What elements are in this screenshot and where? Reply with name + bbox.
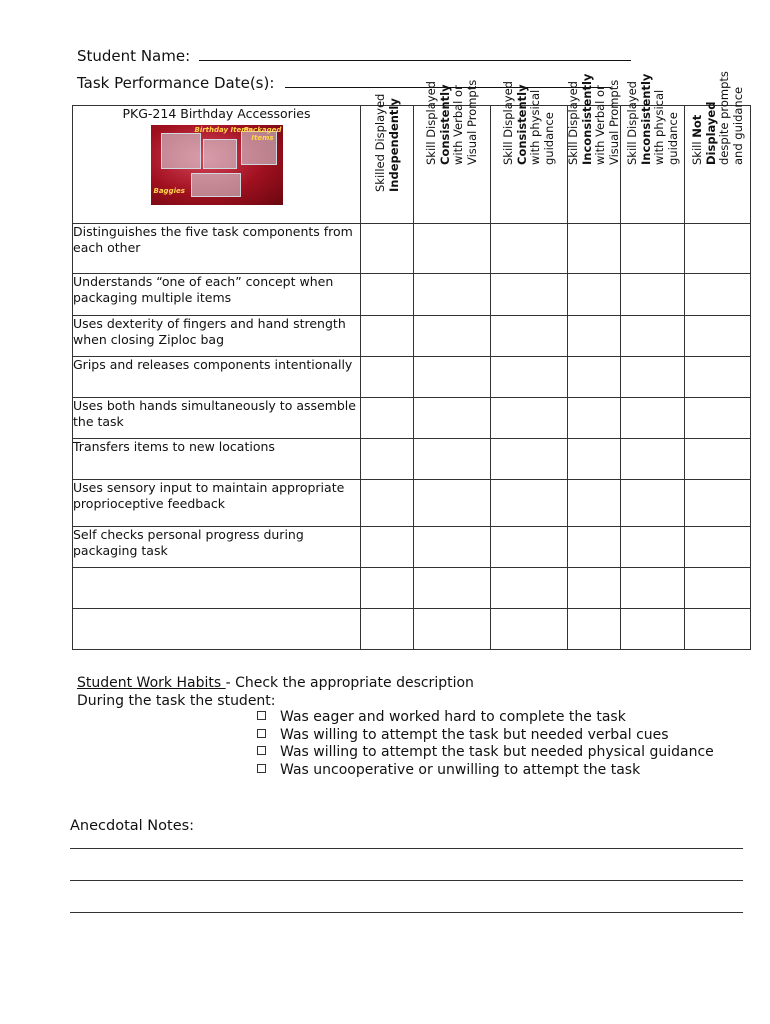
- rating-cell[interactable]: [414, 480, 491, 527]
- column-header-1: [361, 93, 414, 224]
- column-header-line: Consistently: [514, 84, 529, 165]
- notes-line-2[interactable]: [70, 880, 743, 881]
- column-header-4: [566, 73, 621, 224]
- column-header-6: [685, 71, 751, 224]
- column-header-line: Visual Prompts: [464, 79, 479, 165]
- skill-description: [73, 609, 361, 650]
- skill-description: Distinguishes the five task components from each other: [73, 224, 361, 274]
- column-header-line: Displayed: [703, 101, 717, 165]
- photo-bin-left: [161, 133, 201, 169]
- rating-cell[interactable]: [491, 439, 568, 480]
- rating-cell[interactable]: [491, 274, 568, 316]
- rating-cell[interactable]: [685, 480, 751, 527]
- rating-cell[interactable]: [491, 316, 568, 357]
- rating-cell[interactable]: [685, 439, 751, 480]
- rating-cell[interactable]: [568, 568, 621, 609]
- rating-cell[interactable]: [621, 274, 685, 316]
- rating-cell[interactable]: [414, 568, 491, 609]
- column-header-line: Inconsistently: [579, 73, 594, 165]
- task-title: PKG-214 Birthday Accessories: [122, 106, 311, 121]
- table-row: [73, 316, 751, 357]
- rating-cell[interactable]: [568, 398, 621, 439]
- rating-cell[interactable]: [361, 316, 414, 357]
- rating-cell[interactable]: [491, 357, 568, 398]
- habit-option: [257, 727, 714, 745]
- column-header-line: Independently: [386, 98, 400, 192]
- rating-cell[interactable]: [621, 609, 685, 650]
- rating-cell[interactable]: [621, 527, 685, 568]
- rating-cell[interactable]: [685, 224, 751, 274]
- skill-description: Uses dexterity of fingers and hand strength when closing Ziploc bag: [73, 316, 361, 357]
- column-header-line: Consistently: [437, 84, 452, 165]
- table-row: [73, 274, 751, 316]
- rating-cell[interactable]: [361, 357, 414, 398]
- task-header-cell: [73, 106, 361, 224]
- habit-checkbox[interactable]: [257, 729, 266, 738]
- photo-label-baggies: Baggies: [153, 187, 185, 195]
- rating-cell[interactable]: [621, 316, 685, 357]
- skill-description: Grips and releases components intentionally: [73, 357, 361, 398]
- table-row: [73, 527, 751, 568]
- work-habits-section: [77, 675, 474, 710]
- column-header-line: with physical: [651, 89, 666, 165]
- habit-option-label: Was uncooperative or unwilling to attempt the task: [280, 761, 641, 778]
- rating-cell[interactable]: [621, 357, 685, 398]
- habit-option-label: Was willing to attempt the task but needed verbal cues: [280, 726, 669, 743]
- rating-cell[interactable]: [568, 480, 621, 527]
- notes-line-3[interactable]: [70, 912, 743, 913]
- anecdotal-notes-label: Anecdotal Notes:: [70, 818, 195, 834]
- work-habits-instruction: - Check the appropriate description: [225, 675, 474, 691]
- rating-cell[interactable]: [491, 224, 568, 274]
- column-header-line: Skill Displayed: [566, 81, 580, 165]
- column-header-line: Skill Displayed: [624, 81, 639, 165]
- habit-option: [257, 762, 714, 780]
- table-row: [73, 568, 751, 609]
- skill-description: Uses both hands simultaneously to assemble the task: [73, 398, 361, 439]
- skill-description: Transfers items to new locations: [73, 439, 361, 480]
- column-header-line: with physical: [528, 89, 542, 165]
- rating-cell[interactable]: [685, 398, 751, 439]
- column-header-2: [414, 79, 491, 224]
- column-header-line: with Verbal or: [451, 85, 465, 165]
- rating-cell[interactable]: [361, 274, 414, 316]
- work-habits-options: [257, 709, 714, 779]
- rating-cell[interactable]: [621, 224, 685, 274]
- rating-cell[interactable]: [361, 480, 414, 527]
- rating-cell[interactable]: [361, 609, 414, 650]
- rating-cell[interactable]: [621, 439, 685, 480]
- skill-description: [73, 568, 361, 609]
- rating-cell[interactable]: [491, 480, 568, 527]
- rating-cell[interactable]: [491, 398, 568, 439]
- table-row: [73, 398, 751, 439]
- rating-cell[interactable]: [568, 439, 621, 480]
- rating-cell[interactable]: [361, 527, 414, 568]
- habit-option: [257, 709, 714, 727]
- column-header-5: [621, 73, 685, 224]
- photo-baggies: [191, 173, 241, 197]
- rating-cell[interactable]: [361, 439, 414, 480]
- rating-cell[interactable]: [491, 609, 568, 650]
- rating-cell[interactable]: [568, 224, 621, 274]
- rating-cell[interactable]: [685, 274, 751, 316]
- table-header-row: [73, 106, 751, 224]
- rating-cell[interactable]: [621, 568, 685, 609]
- table-row: [73, 609, 751, 650]
- rating-cell[interactable]: [685, 568, 751, 609]
- student-name-line: [77, 46, 631, 65]
- column-header-line: Skill Not: [689, 114, 704, 165]
- rating-cell[interactable]: [361, 224, 414, 274]
- rating-cell[interactable]: [568, 357, 621, 398]
- rating-cell[interactable]: [685, 316, 751, 357]
- column-header-line: and guidance: [730, 86, 744, 165]
- work-habits-intro: During the task the student:: [77, 692, 276, 709]
- work-habits-title: Student Work Habits: [77, 675, 226, 691]
- column-header-line: Visual Prompts: [606, 79, 621, 165]
- column-header-line: Skill Displayed: [424, 81, 438, 165]
- rating-cell[interactable]: [621, 480, 685, 527]
- photo-label-packaged: Packaged Items: [243, 126, 282, 142]
- habit-checkbox[interactable]: [257, 711, 266, 720]
- skill-description: Understands “one of each” concept when packaging multiple items: [73, 274, 361, 316]
- rating-cell[interactable]: [568, 316, 621, 357]
- task-dates-label: Task Performance Date(s):: [77, 74, 275, 92]
- rating-cell[interactable]: [361, 568, 414, 609]
- column-header-3: [491, 81, 568, 224]
- skill-description: Self checks personal progress during packaging task: [73, 527, 361, 568]
- table-row: [73, 480, 751, 527]
- column-header-line: with Verbal or: [593, 85, 607, 165]
- rating-cell[interactable]: [685, 609, 751, 650]
- rating-cell[interactable]: [621, 398, 685, 439]
- student-name-field[interactable]: [199, 46, 631, 61]
- rating-cell[interactable]: [568, 609, 621, 650]
- column-header-line: despite prompts: [716, 71, 731, 165]
- habit-checkbox[interactable]: [257, 764, 266, 773]
- table-row: [73, 357, 751, 398]
- rating-cell[interactable]: [414, 224, 491, 274]
- rating-cell[interactable]: [414, 439, 491, 480]
- notes-line-1[interactable]: [70, 848, 743, 849]
- habit-option-label: Was willing to attempt the task but needed physical guidance: [280, 744, 714, 760]
- photo-label-birthday: Birthday Items: [194, 126, 253, 134]
- rating-cell[interactable]: [414, 398, 491, 439]
- rating-cell[interactable]: [361, 398, 414, 439]
- rating-cell[interactable]: [685, 527, 751, 568]
- rating-cell[interactable]: [568, 274, 621, 316]
- rating-cell[interactable]: [414, 527, 491, 568]
- rating-cell[interactable]: [414, 609, 491, 650]
- habit-option-label: Was eager and worked hard to complete the task: [280, 709, 626, 725]
- task-photo: [151, 125, 283, 205]
- student-name-label: Student Name:: [77, 47, 191, 65]
- rating-cell[interactable]: [685, 357, 751, 398]
- column-header-line: guidance: [665, 112, 679, 165]
- habit-option: [257, 744, 714, 762]
- column-header-line: Skill Displayed: [501, 81, 515, 165]
- rating-cell[interactable]: [491, 527, 568, 568]
- rating-cell[interactable]: [414, 357, 491, 398]
- column-header-line: guidance: [541, 112, 556, 165]
- table-row: [73, 439, 751, 480]
- column-header-line: Skilled Displayed: [372, 93, 387, 192]
- habit-checkbox[interactable]: [257, 746, 266, 755]
- photo-bin-middle: [203, 139, 237, 169]
- rating-cell[interactable]: [491, 568, 568, 609]
- rating-cell[interactable]: [414, 274, 491, 316]
- skill-description: Uses sensory input to maintain appropriate proprioceptive feedback: [73, 480, 361, 527]
- rating-cell[interactable]: [568, 527, 621, 568]
- rating-cell[interactable]: [414, 316, 491, 357]
- column-header-line: Inconsistently: [638, 73, 652, 165]
- table-row: [73, 224, 751, 274]
